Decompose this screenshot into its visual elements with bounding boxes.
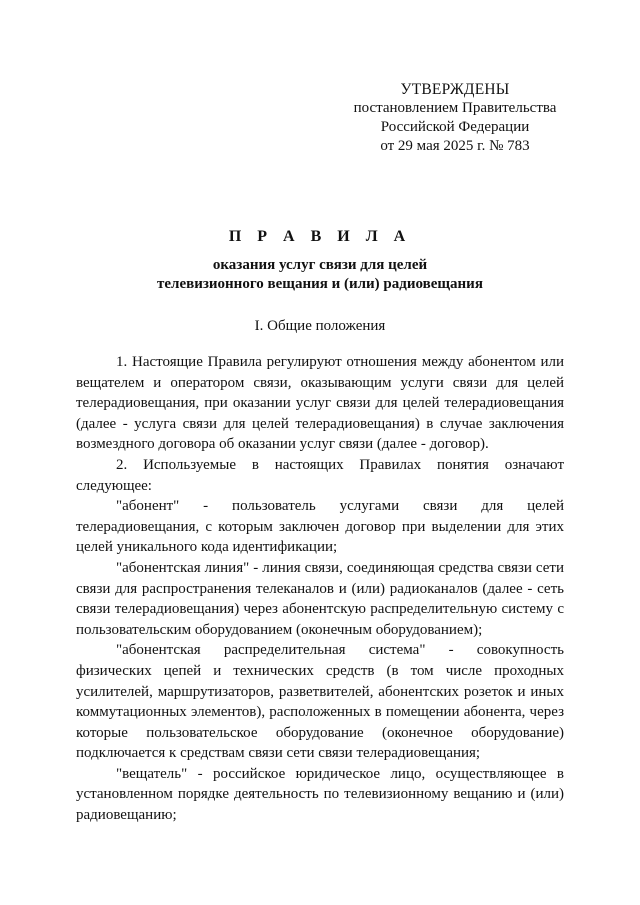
paragraph: "вещатель" - российское юридическое лицо, осуществляющее в установленном порядке деятельность по телевизионному вещанию и (или) радиовещанию; xyxy=(76,765,564,824)
paragraph: "абонентская линия" - линия связи, соединяющая средства связи сети связи для распространения телеканалов и (или) радиоканалов (далее - сеть связи телерадиовещания) через абонентскую распределительную систему с пользовательским оборудованием (оконечным оборудованием); xyxy=(76,559,564,638)
approval-line-resolution: постановлением Правительства xyxy=(353,100,557,116)
title-word: П Р А В И Л А xyxy=(228,228,412,245)
title-subtitle-line2: телевизионного вещания и (или) радиовещания xyxy=(157,276,483,292)
approval-line-date: от 29 мая 2025 г. № 783 xyxy=(380,138,530,154)
paragraph: 1. Настоящие Правила регулируют отношения между абонентом или вещателем и оператором связи, оказывающим услуги связи для целей телерадиовещания, при оказании услуг связи для целей телерадиовещания (далее - услуга связи для целей телерадиовещания) в случае заключения возмездного договора об оказании услуг связи (далее - договор). xyxy=(76,354,564,453)
document-title xyxy=(0,228,640,294)
title-subtitle-line1: оказания услуг связи для целей xyxy=(212,257,428,273)
paragraph: "абонент" - пользователь услугами связи для целей телерадиовещания, с которым заключен договор при выделении для этих целей уникального кода идентификации; xyxy=(76,498,564,556)
body-text xyxy=(76,352,564,826)
paragraph: "абонентская распределительная система" - совокупность физических цепей и технических средств (в том числе проходных усилителей, маршрутизаторов, разветвителей, абонентских розеток и иных коммутационных элементов), расположенных в помещении абонента, через которые пользовательское оборудование (оконечное оборудование) подключается к средствам связи сети связи телерадиовещания; xyxy=(76,642,564,762)
approval-heading: УТВЕРЖДЕНЫ xyxy=(400,81,510,98)
paragraph: 2. Используемые в настоящих Правилах понятия означают следующее: xyxy=(76,456,564,494)
approval-line-government: Российской Федерации xyxy=(380,119,530,135)
section-heading: I. Общие положения xyxy=(254,318,386,334)
approval-stamp xyxy=(330,80,580,156)
